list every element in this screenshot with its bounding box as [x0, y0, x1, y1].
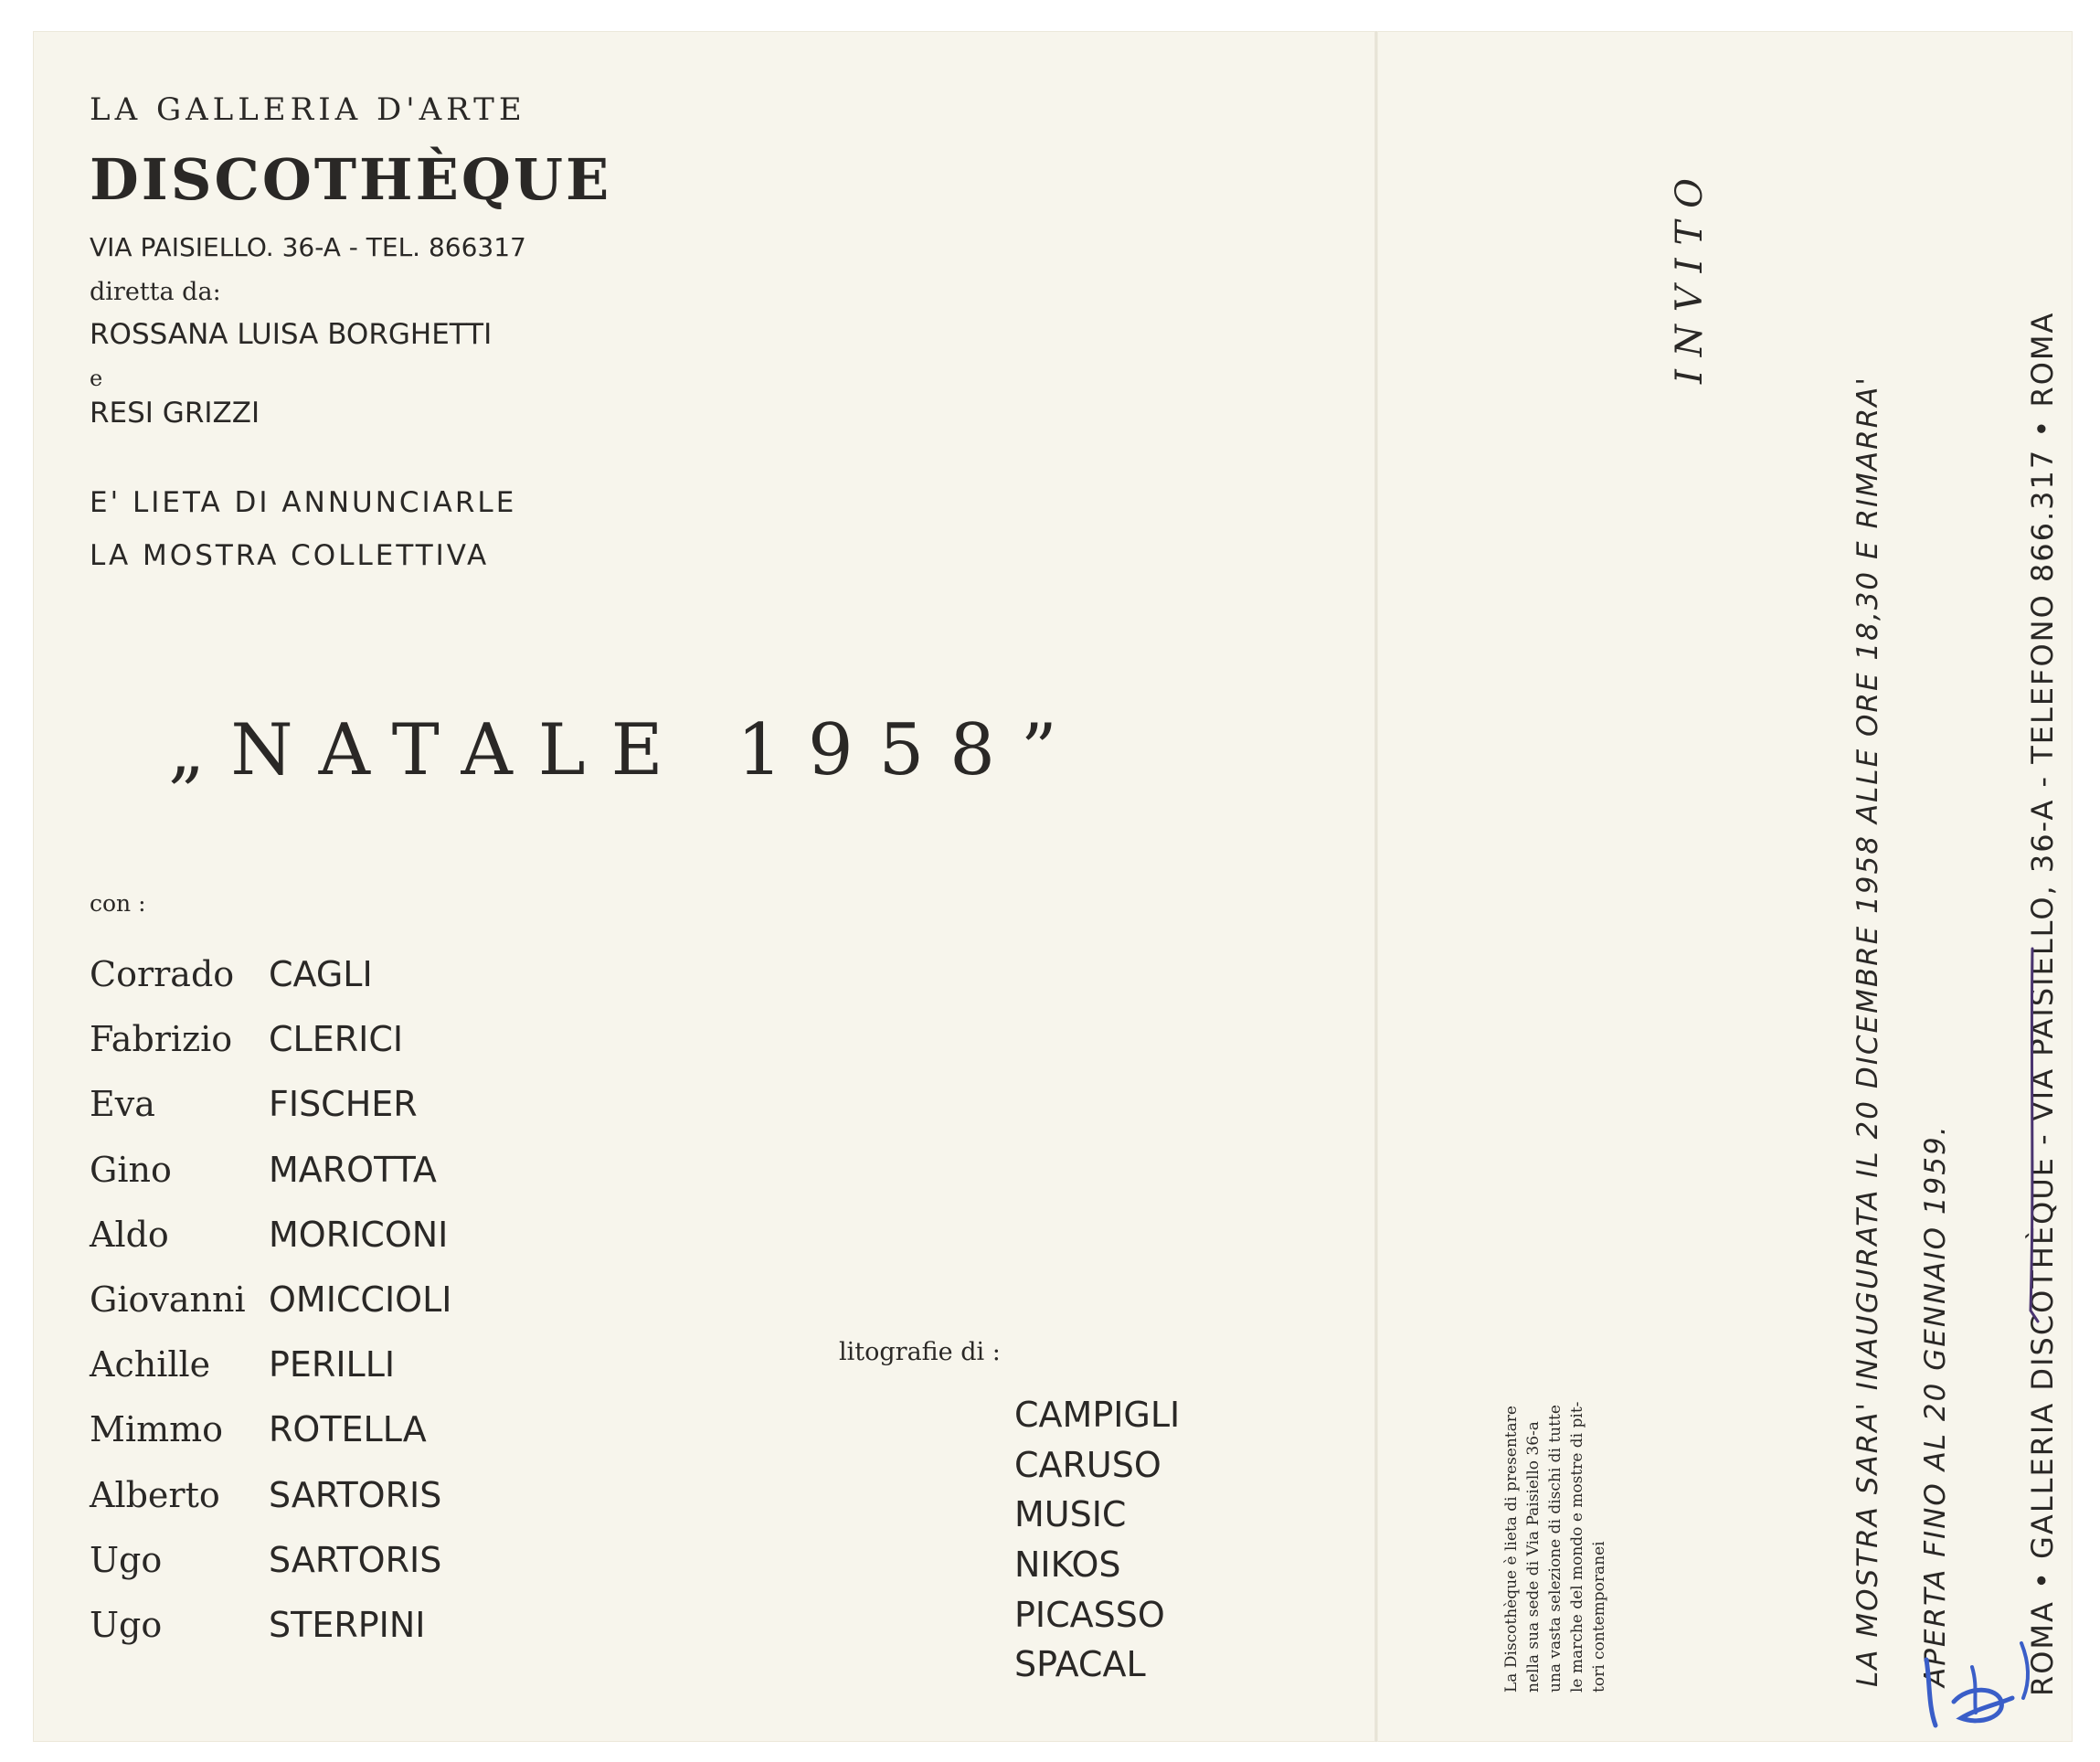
side-note-line: nella sua sede di Via Paisiello 36-a [1524, 1421, 1543, 1693]
artist-last-name: CAGLI [269, 954, 373, 994]
artist-first-name: Mimmo [90, 1409, 224, 1450]
side-note-line: una vasta selezione di dischi di tutte [1546, 1405, 1564, 1693]
lithographer-name: PICASSO [1014, 1594, 1165, 1635]
lithographer-list [1014, 1395, 1180, 1694]
pencil-number-mark [1917, 1649, 2018, 1731]
artist-last-name: CLERICI [269, 1019, 404, 1060]
artist-first-name: Aldo [90, 1214, 169, 1255]
artist-first-name: Alberto [90, 1474, 220, 1515]
invito-heading: INVITO [1669, 165, 1711, 384]
pencil-underline-mark [2005, 1640, 2042, 1704]
director-name-1: ROSSANA LUISA BORGHETTI [90, 318, 493, 351]
gallery-address: VIA PAISIELLO. 36-A - TEL. 866317 [90, 232, 526, 262]
lithographer-name: CARUSO [1014, 1444, 1161, 1485]
artist-last-name: PERILLI [269, 1344, 396, 1385]
artist-first-name: Corrado [90, 954, 235, 994]
gallery-footer-line: ROMA • GALLERIA DISCOTHÈQUE - VIA PAISIELLO, 36-A - TELEFONO 866.317 • ROMA [2025, 311, 2060, 1696]
fold-crease [1374, 31, 1378, 1742]
lithographer-name: NIKOS [1014, 1544, 1121, 1586]
gallery-name: DISCOTHÈQUE [90, 146, 612, 213]
artist-first-name: Gino [90, 1149, 172, 1190]
artist-last-name: MAROTTA [269, 1149, 437, 1190]
artist-first-name: Ugo [90, 1539, 163, 1580]
closing-date-line: APERTA FINO AL 20 GENNAIO 1959. [1919, 1124, 1952, 1687]
announcement-line-1: E' LIETA DI ANNUNCIARLE [90, 486, 517, 519]
side-note [1501, 1300, 1610, 1693]
side-note-line: le marche del mondo e mostre di pit- [1568, 1401, 1586, 1693]
with-label: con : [90, 890, 146, 917]
artist-last-name: SARTORIS [269, 1539, 442, 1580]
director-name-2: RESI GRIZZI [90, 397, 260, 430]
exhibition-title: „NATALE 1958” [168, 709, 1083, 791]
artist-last-name: FISCHER [269, 1084, 418, 1125]
artist-first-name: Giovanni [90, 1279, 246, 1320]
artist-first-name: Achille [90, 1344, 211, 1385]
artist-last-name: OMICCIOLI [269, 1279, 452, 1320]
gallery-label: LA GALLERIA D'ARTE [90, 91, 526, 128]
artist-first-name: Fabrizio [90, 1019, 233, 1060]
artist-last-name: SARTORIS [269, 1474, 442, 1515]
conjunction: e [90, 366, 103, 391]
invitation-card [33, 31, 2073, 1742]
pen-line-mark [2012, 945, 2049, 1329]
artist-last-name: STERPINI [269, 1604, 426, 1645]
opening-date-line: LA MOSTRA SARA' INAUGURATA IL 20 DICEMBRE 1958 ALLE ORE 18,30 E RIMARRA' [1851, 376, 1884, 1687]
artist-first-name: Ugo [90, 1604, 163, 1645]
lithographs-label: litografie di : [839, 1338, 1001, 1366]
artist-last-name: ROTELLA [269, 1409, 427, 1450]
side-note-line: La Discothèque è lieta di presentare [1502, 1406, 1521, 1693]
announcement-line-2: LA MOSTRA COLLETTIVA [90, 539, 490, 572]
side-note-line: tori contemporanei [1590, 1541, 1608, 1693]
artist-first-name: Eva [90, 1084, 155, 1125]
lithographer-name: CAMPIGLI [1014, 1395, 1181, 1435]
artist-last-name: MORICONI [269, 1214, 449, 1255]
directed-by-label: diretta da: [90, 278, 221, 306]
lithographer-name: SPACAL [1014, 1644, 1146, 1685]
lithographer-name: MUSIC [1014, 1494, 1127, 1535]
